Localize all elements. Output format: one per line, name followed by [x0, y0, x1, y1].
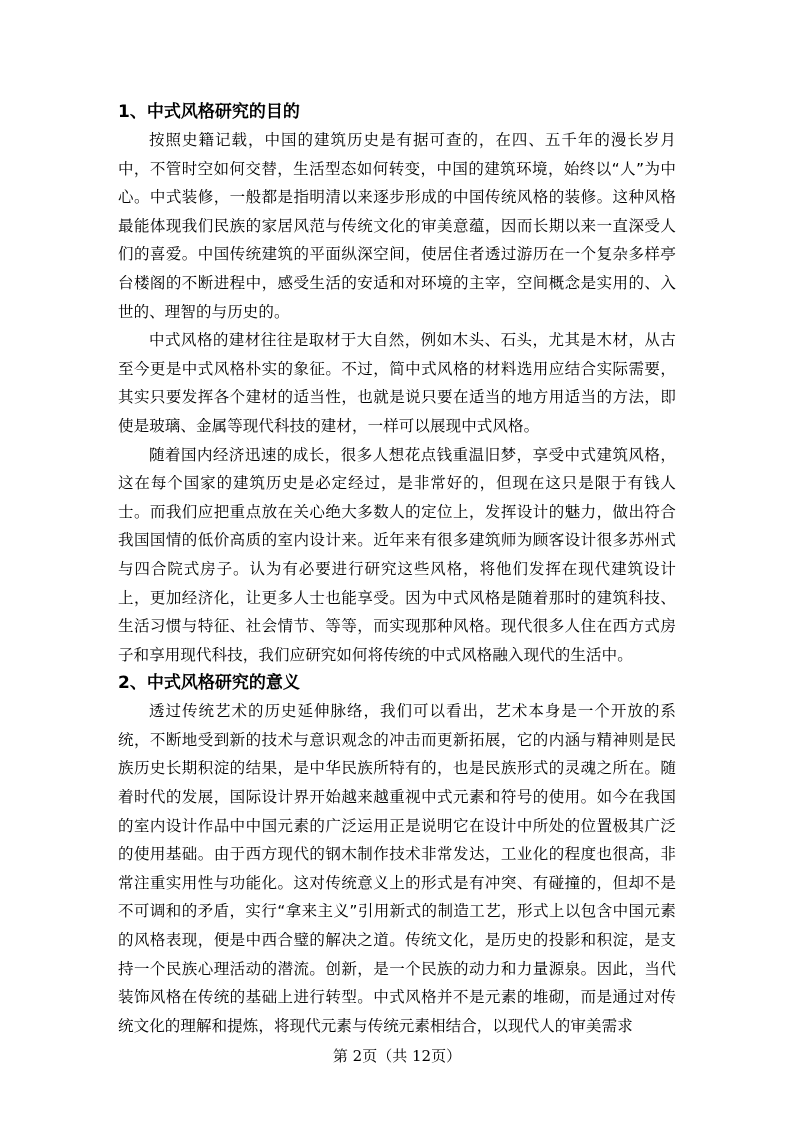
- page-number-footer: 第 2页（共 12页）: [332, 1047, 462, 1065]
- paragraph: 随着国内经济迅速的成长，很多人想花点钱重温旧梦，享受中式建筑风格，这在每个国家的建筑历史是必定经过，是非常好的，但现在这只是限于有钱人士。而我们应把重点放在关心绝大多数人的定位上，发挥设计的魅力，做出符合我国国情的低价高质的室内设计来。近年来有很多建筑师为顾客设计很多苏州式与四合院式房子。认为有必要进行研究这些风格，将他们发挥在现代建筑设计上，更加经济化，让更多人士也能享受。因为中式风格是随着那时的建筑科技、生活习惯与特征、社会情节、等等，而实现那种风格。现代很多人住在西方式房子和享用现代科技，我们应研究如何将传统的中式风格融入现代的生活中。: [118, 445, 676, 664]
- section-heading-purpose: 1、中式风格研究的目的: [118, 102, 300, 122]
- paragraph: 透过传统艺术的历史延伸脉络，我们可以看出，艺术本身是一个开放的系统，不断地受到新的技术与意识观念的冲击而更新拓展，它的内涵与精神则是民族历史长期积淀的结果，是中华民族所特有的，也是民族形式的灵魂之所在。随着时代的发展，国际设计界开始越来越重视中式元素和符号的使用。如今在我国的室内设计作品中中国元素的广泛运用正是说明它在设计中所处的位置极其广泛的使用基础。由于西方现代的钢木制作技术非常发达，工业化的程度也很高，非常注重实用性与功能化。这对传统意义上的形式是有冲突、有碰撞的，但却不是不可调和的矛盾，实行“拿来主义”引用新式的制造工艺，形式上以包含中国元素的风格表现，便是中西合璧的解决之道。传统文化，是历史的投影和积淀，是支持一个民族心理活动的潜流。创新，是一个民族的动力和力量源泉。因此，当代装饰风格在传统的基础上进行转型。中式风格并不是元素的堆砌，而是通过对传统文化的理解和提炼，将现代元素与传统元素相结合，以现代人的审美需求: [118, 702, 676, 1035]
- paragraph: 中式风格的建材往往是取材于大自然，例如木头、石头，尤其是木材，从古至今更是中式风格朴实的象征。不过，简中式风格的材料选用应结合实际需要，其实只要发挥各个建材的适当性，也就是说只要在适当的地方用适当的方法，即使是玻璃、金属等现代科技的建材，一样可以展现中式风格。: [118, 331, 676, 435]
- page-body: [118, 98, 676, 1040]
- paragraph: 按照史籍记载，中国的建筑历史是有据可查的，在四、五千年的漫长岁月中，不管时空如何交替，生活型态如何转变，中国的建筑环境，始终以“人”为中心。中式装修，一般都是指明清以来逐步形成的中国传统风格的装修。这种风格最能体现我们民族的家居风范与传统文化的审美意蕴，因而长期以来一直深受人们的喜爱。中国传统建筑的平面纵深空间，使居住者透过游历在一个复杂多样亭台楼阁的不断进程中，感受生活的安适和对环境的主宰，空间概念是实用的、入世的、理智的与历史的。: [118, 131, 676, 321]
- section-heading-significance: 2、中式风格研究的意义: [118, 673, 300, 694]
